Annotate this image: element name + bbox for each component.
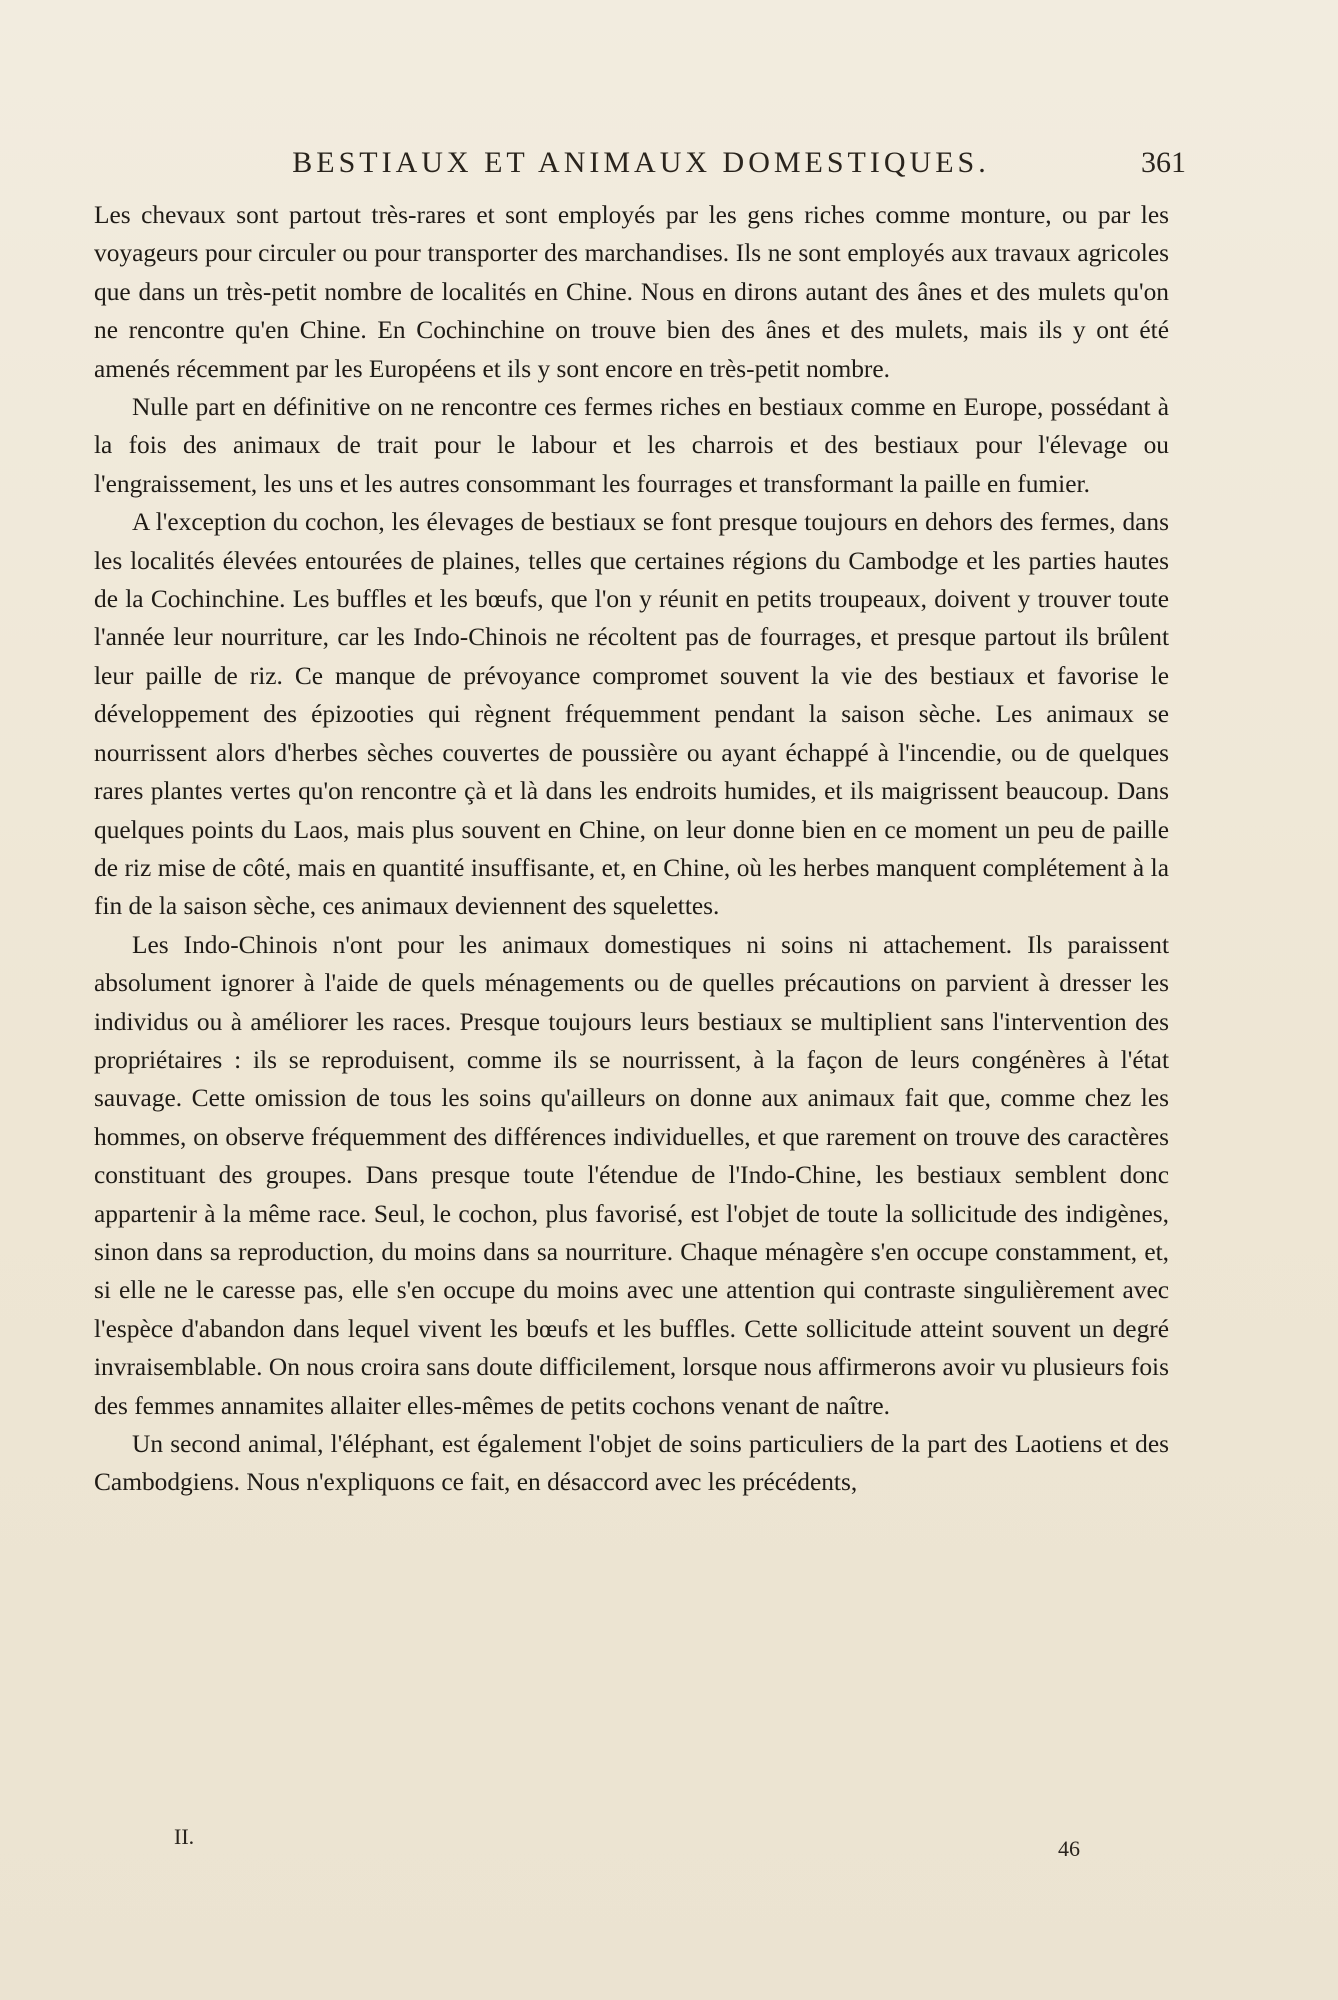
running-header (96, 146, 1186, 186)
body-text (94, 196, 1169, 1502)
paragraph-farms: Nulle part en définitive on ne rencontre ces fermes riches en bestiaux comme en Europe, possédant à la fois des animaux de trait pour le labour et les charrois et des bestiaux pour l'élevage ou l'engraissement, les uns et les autres consommant les fourrages et transformant la paille en fumier. (94, 393, 1169, 498)
page-footer (96, 1824, 1096, 1864)
page-number: 361 (1141, 146, 1186, 179)
running-title: BESTIAUX ET ANIMAUX DOMESTIQUES. (292, 146, 990, 179)
paragraph-horses: Les chevaux sont partout très-rares et sont employés par les gens riches comme monture, ou par les voyageurs pour circuler ou pour transporter des marchandises. Ils ne sont employés aux travaux agricoles que dans un très-petit nombre de localités en Chine. Nous en dirons autant des ânes et des mulets qu'on ne rencontre qu'en Chine. En Cochinchine on trouve bien des ânes et des mulets, mais ils y ont été amenés récemment par les Européens et ils y sont encore en très-petit nombre. (94, 201, 1169, 383)
volume-signature: II. (174, 1824, 195, 1849)
paragraph-care: Les Indo-Chinois n'ont pour les animaux domestiques ni soins ni attachement. Ils paraissent absolument ignorer à l'aide de quels ménagements ou de quelles précautions on parvient à dresser les individus ou à améliorer les races. Presque toujours leurs bestiaux se multiplient sans l'intervention des propriétaires : ils se reproduisent, comme ils se nourrissent, à la façon de leurs congénères à l'état sauvage. Cette omission de tous les soins qu'ailleurs on donne aux animaux fait que, comme chez les hommes, on observe fréquemment des différences individuelles, et que rarement on trouve des caractères constituant des groupes. Dans presque toute l'étendue de l'Indo-Chine, les bestiaux semblent donc appartenir à la même race. Seul, le cochon, plus favorisé, est l'objet de toute la sollicitude des indigènes, sinon dans sa reproduction, du moins dans sa nourriture. Chaque ménagère s'en occupe constamment, et, si elle ne le caresse pas, elle s'en occupe du moins avec une attention qui contraste singulièrement avec l'espèce d'abandon dans lequel vivent les bœufs et les buffles. Cette sollicitude atteint souvent un degré invraisemblable. On nous croira sans doute difficilement, lorsque nous affirmerons avoir vu plusieurs fois des femmes annamites allaiter elles-mêmes de petits cochons venant de naître. (94, 930, 1169, 1420)
sheet-number: 46 (1058, 1836, 1080, 1861)
paragraph-breeding: A l'exception du cochon, les élevages de bestiaux se font presque toujours en dehors des fermes, dans les localités élevées entourées de plaines, telles que certaines régions du Cambodge et les parties hautes de la Cochinchine. Les buffles et les bœufs, que l'on y réunit en petits troupeaux, doivent y trouver toute l'année leur nourriture, car les Indo-Chinois ne récoltent pas de fourrages, et presque partout ils brûlent leur paille de riz. Ce manque de prévoyance compromet souvent la vie des bestiaux et favorise le développement des épizooties qui règnent fréquemment pendant la saison sèche. Les animaux se nourrissent alors d'herbes sèches couvertes de poussière ou ayant échappé à l'incendie, ou de quelques rares plantes vertes qu'on rencontre çà et là dans les endroits humides, et ils maigrissent beaucoup. Dans quelques points du Laos, mais plus souvent en Chine, on leur donne bien en ce moment un peu de paille de riz mise de côté, mais en quantité insuffisante, et, en Chine, où les herbes manquent complétement à la fin de la saison sèche, ces animaux deviennent des squelettes. (94, 508, 1169, 921)
paragraph-elephant: Un second animal, l'éléphant, est également l'objet de soins particuliers de la part des Laotiens et des Cambodgiens. Nous n'expliquons ce fait, en désaccord avec les précédents, (94, 1430, 1169, 1497)
